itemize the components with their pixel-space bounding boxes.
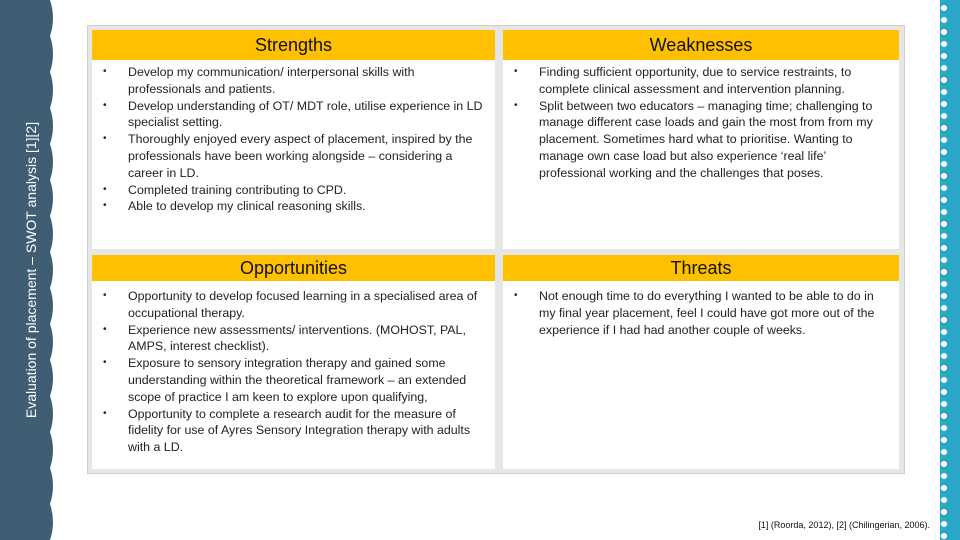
edge-dot xyxy=(941,221,947,227)
edge-dot xyxy=(941,377,947,383)
edge-dot xyxy=(941,293,947,299)
strengths-list xyxy=(100,64,489,215)
strengths-heading: Strengths xyxy=(92,30,495,60)
threats-cell xyxy=(503,255,899,469)
edge-dot xyxy=(941,185,947,191)
list-item xyxy=(100,182,489,199)
list-item xyxy=(100,198,489,215)
weaknesses-heading: Weaknesses xyxy=(503,30,899,60)
list-item xyxy=(100,131,489,181)
opportunities-cell xyxy=(92,255,495,469)
edge-dot xyxy=(941,521,947,527)
list-item-text: Develop understanding of OT/ MDT role, utilise experience in LD specialist setting. xyxy=(128,98,483,130)
edge-dot xyxy=(941,389,947,395)
list-item xyxy=(100,288,489,322)
edge-dot xyxy=(941,17,947,23)
edge-dot xyxy=(941,365,947,371)
edge-dot xyxy=(941,353,947,359)
edge-dot xyxy=(941,485,947,491)
list-item-text: Not enough time to do everything I wanted to be able to do in my final year placement, feel I could have got more out of the experience if I had had another couple of weeks. xyxy=(539,289,875,337)
bullet-icon: • xyxy=(103,133,107,145)
list-item xyxy=(511,98,893,182)
bullet-icon: • xyxy=(514,66,518,77)
edge-dot xyxy=(941,329,947,335)
edge-dot xyxy=(941,497,947,503)
sidebar-title: Evaluation of placement – SWOT analysis [1][2] xyxy=(23,121,39,419)
edge-dot xyxy=(941,233,947,239)
list-item xyxy=(100,98,489,132)
edge-dot xyxy=(941,161,947,167)
list-item xyxy=(100,64,489,98)
list-item xyxy=(511,288,893,338)
edge-dot xyxy=(941,461,947,467)
list-item-text: Split between two educators – managing time; challenging to manage different case loads and gain the most from from my placement. Sometimes hard what to prioritise. Wanting to manage own case load but also experience ‘real life’ professional working and the challenges that poses. xyxy=(539,98,873,180)
edge-dot xyxy=(941,101,947,107)
edge-dot xyxy=(941,437,947,443)
list-item xyxy=(100,322,489,356)
edge-dot xyxy=(941,257,947,263)
list-item-text: Experience new assessments/ interventions. (MOHOST, PAL, AMPS, interest checklist). xyxy=(128,322,466,354)
bullet-icon: • xyxy=(103,407,107,419)
edge-dot xyxy=(941,425,947,431)
list-item xyxy=(100,355,489,405)
edge-dot xyxy=(941,281,947,287)
edge-dot xyxy=(941,173,947,179)
list-item-text: Finding sufficient opportunity, due to service restraints, to complete clinical assessment and intervention planning. xyxy=(539,65,852,96)
edge-dot xyxy=(941,341,947,347)
sidebar-panel xyxy=(0,0,62,540)
edge-dot xyxy=(941,113,947,119)
edge-dot xyxy=(941,401,947,407)
list-item-text: Able to develop my clinical reasoning skills. xyxy=(128,199,366,214)
list-item xyxy=(511,64,893,98)
edge-dot xyxy=(941,5,947,11)
list-item-text: Opportunity to develop focused learning in a specialised area of occupational therapy. xyxy=(128,289,478,320)
edge-dot xyxy=(941,533,947,539)
right-edge-strip xyxy=(940,0,960,540)
bullet-icon: • xyxy=(514,290,518,301)
citation-footnote: [1] (Roorda, 2012), [2] (Chilingerian, 2006). xyxy=(758,520,930,530)
edge-dot xyxy=(941,197,947,203)
edge-dot xyxy=(941,29,947,35)
bullet-icon: • xyxy=(103,200,107,212)
threats-heading: Threats xyxy=(670,258,732,278)
list-item-text: Develop my communication/ interpersonal skills with professionals and patients. xyxy=(128,65,415,96)
opportunities-heading: Opportunities xyxy=(239,258,348,278)
edge-dot xyxy=(941,149,947,155)
edge-dot xyxy=(941,209,947,215)
strengths-cell xyxy=(92,30,495,249)
weaknesses-cell xyxy=(503,30,899,249)
edge-dot xyxy=(941,509,947,515)
weaknesses-list xyxy=(511,64,893,182)
opportunities-list xyxy=(100,288,489,456)
bullet-icon: • xyxy=(103,290,107,301)
bullet-icon: • xyxy=(103,183,107,195)
bullet-icon: • xyxy=(514,99,518,111)
edge-dots xyxy=(940,0,960,540)
bullet-icon: • xyxy=(103,66,107,77)
edge-dot xyxy=(941,269,947,275)
edge-dot xyxy=(941,53,947,59)
list-item-text: Opportunity to complete a research audit for the measure of fidelity for use of Ayres Sensory Integration therapy with adults with a LD. xyxy=(128,406,471,455)
edge-dot xyxy=(941,65,947,71)
list-item-text: Thoroughly enjoyed every aspect of placement, inspired by the professionals have been working alongside – considering a career in LD. xyxy=(128,132,473,180)
list-item xyxy=(100,406,489,456)
edge-dot xyxy=(941,77,947,83)
bullet-icon: • xyxy=(103,357,107,369)
edge-dot xyxy=(941,89,947,95)
threats-list xyxy=(511,288,893,338)
edge-dot xyxy=(941,449,947,455)
edge-dot xyxy=(941,137,947,143)
bullet-icon: • xyxy=(103,99,107,111)
edge-dot xyxy=(941,41,947,47)
swot-table xyxy=(87,25,905,474)
edge-dot xyxy=(941,473,947,479)
list-item-text: Exposure to sensory integration therapy and gained some understanding within the theoretical framework – an extended scope of practice I am keen to explore upon qualifying, xyxy=(128,356,467,404)
edge-dot xyxy=(941,317,947,323)
list-item-text: Completed training contributing to CPD. xyxy=(128,182,347,197)
edge-dot xyxy=(941,305,947,311)
bullet-icon: • xyxy=(103,323,107,335)
edge-dot xyxy=(941,125,947,131)
edge-dot xyxy=(941,245,947,251)
edge-dot xyxy=(941,413,947,419)
